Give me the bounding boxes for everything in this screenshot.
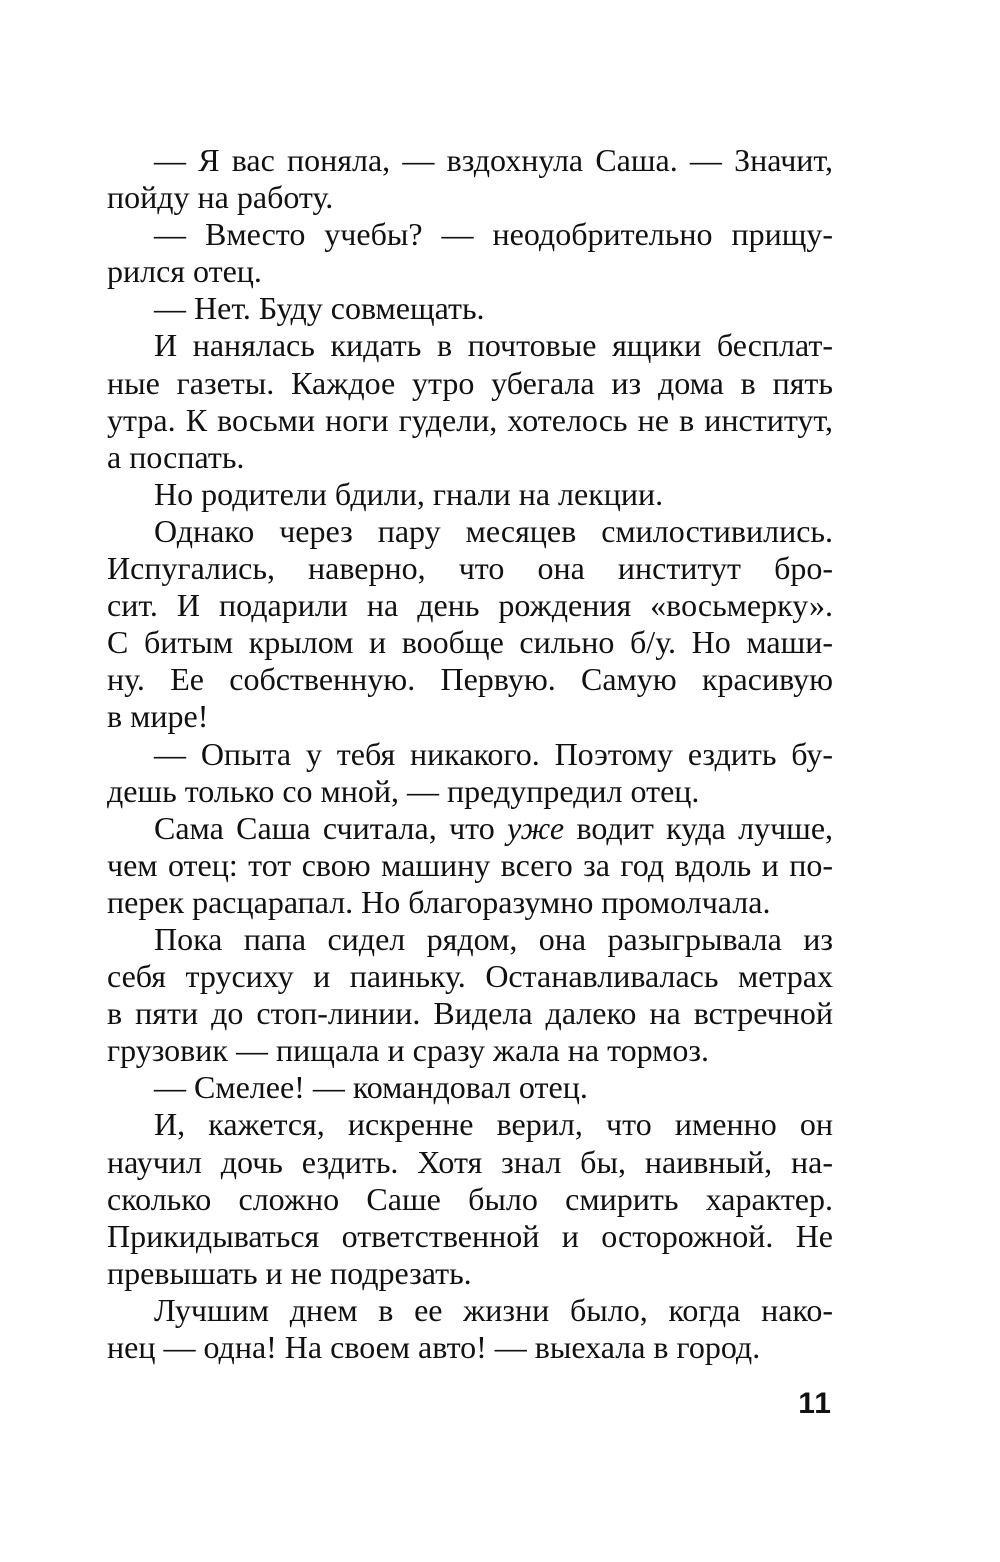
text-line: сколько сложно Саше было смирить характер.	[107, 1180, 833, 1217]
italic-word: уже	[507, 809, 565, 846]
text-line: И, кажется, искренне верил, что именно он	[154, 1106, 833, 1143]
text-line: грузовик — пищала и сразу жала на тормоз.	[107, 1032, 710, 1069]
text-line: себя трусиху и паиньку. Останавливалась метрах	[107, 958, 833, 995]
text-line: в пяти до стоп-линии. Видела далеко на встречной	[107, 995, 833, 1032]
text-line: чем отец: тот свою машину всего за год вдоль и по-	[107, 846, 833, 883]
text-line: пойду на работу.	[107, 179, 334, 216]
text-fragment: водит куда лучше,	[576, 809, 834, 846]
text-line: — Нет. Буду совмещать.	[154, 290, 485, 327]
text-line: Пока папа сидел рядом, она разыгрывала из	[154, 920, 833, 957]
text-line: Испугались, наверно, что она институт бро-	[107, 550, 833, 587]
text-line	[107, 810, 833, 847]
text-line: в мире!	[107, 698, 209, 735]
text-line: ну. Ее собственную. Первую. Самую красивую	[107, 661, 833, 698]
text-line: рился отец.	[107, 253, 262, 290]
text-line: дешь только со мной, — предупредил отец.	[107, 772, 700, 809]
text-line: С битым крылом и вообще сильно б/у. Но маши-	[107, 624, 833, 661]
text-line: — Я вас поняла, — вздохнула Саша. — Значит,	[154, 142, 833, 178]
text-line: ные газеты. Каждое утро убегала из дома в пять	[107, 364, 833, 401]
text-line: научил дочь ездить. Хотя знал бы, наивный, на-	[107, 1143, 833, 1180]
text-line: нец — одна! На своем авто! — выехала в город.	[107, 1329, 761, 1365]
text-line: утра. К восьми ноги гудели, хотелось не в институт,	[107, 401, 833, 438]
page-number: 11	[798, 1387, 832, 1420]
text-line: сит. И подарили на день рождения «восьмерку».	[107, 587, 833, 624]
text-line: превышать и не подрезать.	[107, 1254, 472, 1291]
text-line: перек расцарапал. Но благоразумно промолчала.	[107, 883, 771, 920]
text-line: Однако через пару месяцев смилостивились.	[154, 512, 833, 549]
text-line: а поспать.	[107, 438, 245, 475]
text-line: Но родители бдили, гнали на лекции.	[154, 475, 664, 512]
text-line: И нанялась кидать в почтовые ящики бесплат-	[154, 327, 833, 364]
text-line: — Опыта у тебя никакого. Поэтому ездить бу-	[154, 735, 833, 772]
text-fragment: Сама Саша считала, что	[154, 809, 495, 846]
text-line: Лучшим днем в ее жизни было, когда нако-	[154, 1291, 833, 1328]
text-line: Прикидываться ответственной и осторожной. Не	[107, 1217, 833, 1254]
text-line: — Смелее! — командовал отец.	[154, 1069, 588, 1106]
text-line: — Вместо учебы? — неодобрительно прищу-	[154, 216, 833, 253]
body-text	[107, 142, 833, 1366]
